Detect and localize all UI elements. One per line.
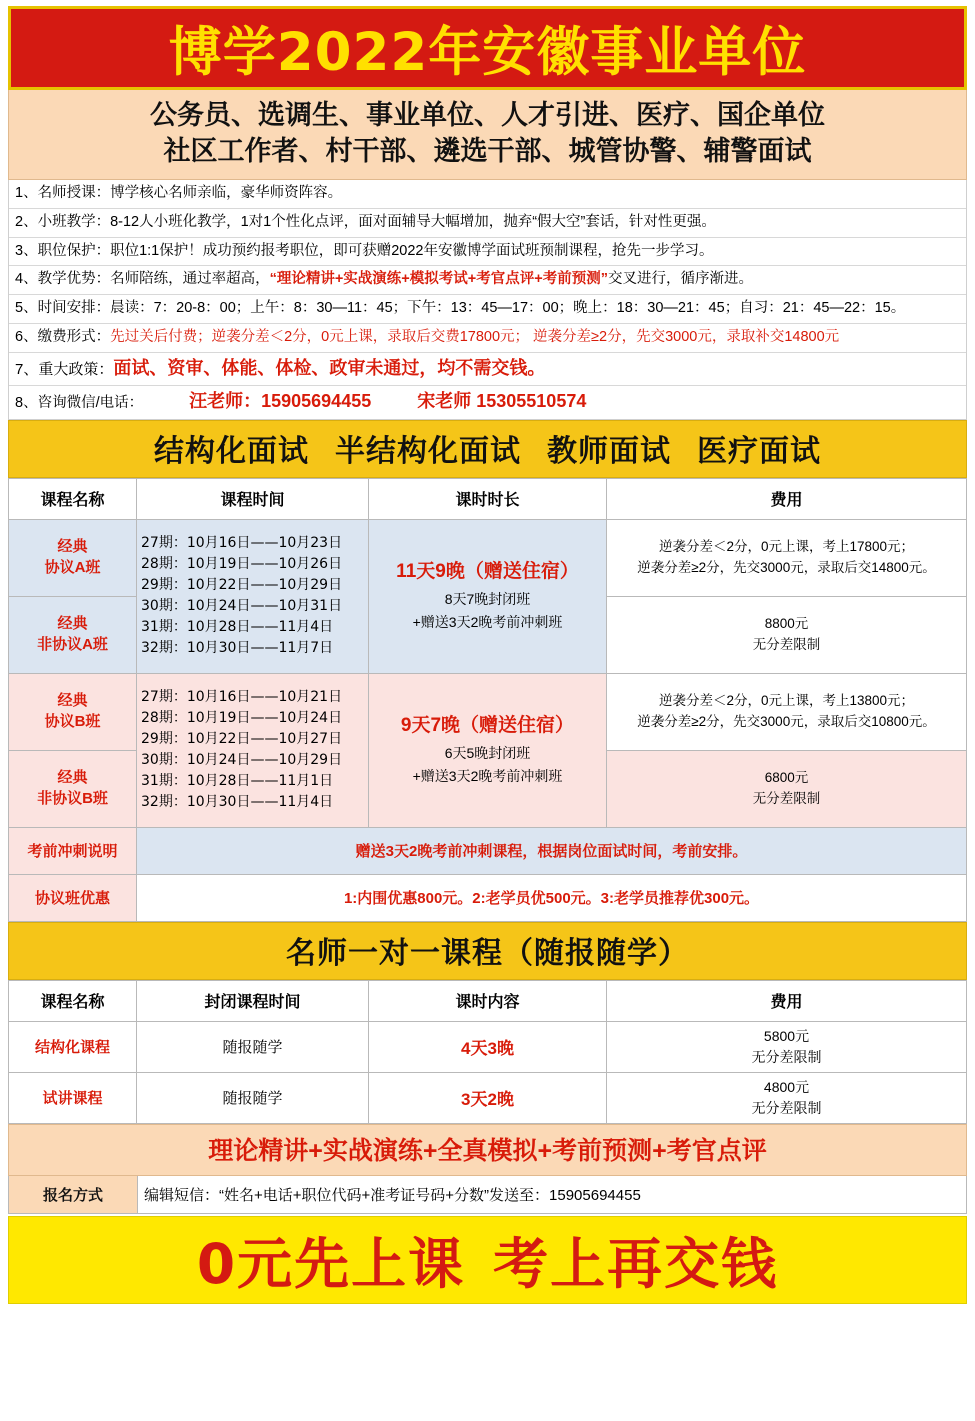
signup-instructions: 编辑短信：“姓名+电话+职位代码+准考证号码+分数”发送至：15905694455: [138, 1176, 966, 1213]
date-line: 27期：10月16日——10月21日: [141, 689, 343, 706]
column-header-time: 课程时间: [137, 478, 369, 519]
bullet-number: 5、: [15, 300, 38, 317]
column-header-duration: 课时时长: [369, 478, 607, 519]
course-name-line-1: 经典: [57, 615, 88, 633]
fee-line-2: 无分差限制: [751, 1048, 822, 1065]
teaching-method-text: 理论精讲+实战演练+全真模拟+考前预测+考官点评: [208, 1136, 767, 1165]
duration-line-1: 8天7晚封闭班: [444, 590, 531, 607]
list-item: [9, 266, 966, 295]
date-line: 30期：10月24日——10月29日: [141, 752, 343, 769]
page-title: 博学2022年安徽事业单位: [168, 22, 807, 83]
o2o-course-content: 4天3晚: [369, 1021, 607, 1072]
subtitle-line-1: 公务员、选调生、事业单位、人才引进、医疗、国企单位: [150, 100, 825, 130]
fee-line-2: 无分差限制: [752, 636, 821, 652]
column-header-fee: 费用: [607, 478, 967, 519]
o2o-course-content: 3天2晚: [369, 1072, 607, 1123]
footer-banner: [8, 1216, 967, 1304]
table-row: [9, 874, 967, 921]
column-header-name: 课程名称: [9, 980, 137, 1021]
fee-line-1: 逆袭分差＜2分，0元上课，考上17800元；: [658, 538, 915, 554]
o2o-course-time: 随报随学: [137, 1021, 369, 1072]
bullet-text-highlight: 面试、资审、体能、体检、政审未通过，均不需交钱。: [113, 357, 546, 378]
course-name-b-nonprotocol: [9, 750, 137, 827]
date-line: 31期：10月28日——11月1日: [141, 773, 334, 790]
course-fee-a-protocol: [607, 519, 967, 596]
list-item: [9, 238, 966, 267]
table-header-row: [9, 478, 967, 519]
bullet-text-post: 交叉进行，循序渐进。: [607, 271, 753, 288]
one-on-one-table: [8, 980, 967, 1124]
section-title-one-on-one: 名师一对一课程（随报随学）: [286, 936, 689, 970]
column-header-content: 课时内容: [369, 980, 607, 1021]
interview-type-2: 半结构化面试: [335, 434, 521, 468]
bullet-number: 7、: [15, 360, 39, 378]
table-row: [9, 1021, 967, 1072]
teaching-method-strip: [8, 1124, 967, 1176]
note-label-discount: 协议班优惠: [9, 874, 137, 921]
bullet-label: 教学优势：: [37, 271, 111, 288]
column-header-fee: 费用: [607, 980, 967, 1021]
bullet-label: 名师授课：: [37, 184, 111, 201]
course-name-line-1: 经典: [57, 769, 88, 787]
list-item: [9, 295, 966, 324]
date-line: 28期：10月19日——10月26日: [141, 556, 343, 573]
note-body-discount: 1:内围优惠800元。2:老学员优500元。3:老学员推荐优300元。: [137, 874, 967, 921]
fee-line-2: 无分差限制: [751, 1099, 822, 1116]
course-duration-b: [369, 673, 607, 827]
course-fee-b-nonprotocol: [607, 750, 967, 827]
course-dates-a: [137, 519, 369, 673]
course-name-line-2: 非协议A班: [37, 635, 108, 653]
interview-type-4: 医疗面试: [697, 434, 821, 468]
bullet-text-pre: 名师陪练，通过率超高，: [110, 271, 270, 288]
bullet-number: 6、: [15, 329, 38, 346]
course-fee-a-nonprotocol: [607, 596, 967, 673]
table-row: [9, 827, 967, 874]
footer-text-right: 考上再交钱: [493, 1232, 779, 1297]
bullet-text: 晨读：7：20-8：00；上午：8：30—11：45；下午：13：45—17：00；晚上：18：30—21：45；自习：21：45—22：15。: [110, 300, 906, 317]
date-line: 32期：10月30日——11月4日: [141, 794, 334, 811]
subtitle-block: [8, 90, 967, 180]
list-item: [9, 386, 966, 418]
date-line: 28期：10月19日——10月24日: [141, 710, 343, 727]
list-item: [9, 209, 966, 238]
section-bar-interview-types: [8, 420, 967, 478]
bullet-text: 博学核心名师亲临，豪华师资阵容。: [110, 184, 343, 201]
list-item: [9, 180, 966, 209]
subtitle-line-2: 社区工作者、村干部、遴选干部、城管协警、辅警面试: [163, 136, 812, 167]
bullet-number: 2、: [15, 213, 38, 230]
course-duration-a: [369, 519, 607, 673]
duration-title: 11天9晚（赠送住宿）: [396, 561, 579, 583]
date-line: 29期：10月22日——10月29日: [141, 577, 343, 594]
bullet-number: 4、: [15, 271, 38, 288]
bullet-label: 缴费形式：: [37, 329, 111, 346]
course-name-line-2: 协议A班: [44, 558, 101, 576]
contact-teacher-1[interactable]: 汪老师：15905694455: [189, 391, 372, 412]
list-item: [9, 324, 966, 353]
course-name-line-1: 经典: [57, 692, 88, 710]
table-row: [9, 1072, 967, 1123]
duration-line-2: +赠送3天2晚考前冲刺班: [412, 767, 563, 784]
interview-type-1: 结构化面试: [154, 434, 309, 468]
column-header-time: 封闭课程时间: [137, 980, 369, 1021]
fee-line-1: 5800元: [763, 1027, 810, 1044]
date-line: 32期：10月30日——11月7日: [141, 640, 334, 657]
note-label-sprint: 考前冲刺说明: [9, 827, 137, 874]
bullet-number: 8、: [15, 395, 38, 412]
o2o-course-time: 随报随学: [137, 1072, 369, 1123]
course-name-a-nonprotocol: [9, 596, 137, 673]
fee-line-1: 逆袭分差＜2分，0元上课，考上13800元；: [658, 692, 915, 708]
duration-title: 9天7晚（赠送住宿）: [400, 715, 575, 737]
features-list: [8, 180, 967, 420]
signup-row: [8, 1176, 967, 1214]
bullet-text: 职位1:1保护！成功预约报考职位，即可获赠2022年安徽博学面试班预制课程，抢先一步学习。: [110, 242, 714, 259]
bullet-label: 职位保护：: [37, 242, 111, 259]
bullet-label: 咨询微信/电话：: [37, 395, 144, 412]
date-line: 27期：10月16日——10月23日: [141, 535, 343, 552]
course-name-b-protocol: [9, 673, 137, 750]
course-name-line-2: 协议B班: [44, 712, 101, 730]
o2o-course-fee: [607, 1072, 967, 1123]
fee-line-2: 逆袭分差≥2分，先交3000元，录取后交14800元。: [637, 559, 936, 575]
fee-line-2: 逆袭分差≥2分，先交3000元，录取后交10800元。: [637, 713, 936, 729]
course-table: [8, 478, 967, 922]
footer-text-left: 0元先上课: [196, 1232, 466, 1297]
bullet-label: 时间安排：: [37, 300, 111, 317]
fee-line-1: 8800元: [764, 615, 809, 631]
fee-line-2: 无分差限制: [752, 790, 821, 806]
o2o-course-name: 结构化课程: [9, 1021, 137, 1072]
column-header-name: 课程名称: [9, 478, 137, 519]
fee-line-1: 6800元: [764, 769, 809, 785]
bullet-text-highlight: “理论精讲+实战演练+模拟考试+考官点评+考前预测”: [269, 271, 608, 288]
date-line: 31期：10月28日——11月4日: [141, 619, 334, 636]
o2o-course-name: 试讲课程: [9, 1072, 137, 1123]
signup-label: 报名方式: [9, 1176, 138, 1213]
duration-line-2: +赠送3天2晚考前冲刺班: [412, 613, 563, 630]
duration-line-1: 6天5晚封闭班: [444, 744, 531, 761]
table-header-row: [9, 980, 967, 1021]
bullet-number: 1、: [15, 184, 38, 201]
course-name-line-1: 经典: [57, 538, 88, 556]
bullet-text: 8-12人小班化教学，1对1个性化点评，面对面辅导大幅增加，抛弃“假大空”套话，针对性更强。: [110, 213, 716, 230]
course-dates-b: [137, 673, 369, 827]
list-item: [9, 353, 966, 386]
fee-line-1: 4800元: [763, 1078, 810, 1095]
note-body-sprint: 赠送3天2晚考前冲刺课程，根据岗位面试时间，考前安排。: [137, 827, 967, 874]
course-name-line-2: 非协议B班: [37, 789, 108, 807]
o2o-course-fee: [607, 1021, 967, 1072]
interview-type-3: 教师面试: [547, 434, 671, 468]
date-line: 30期：10月24日——10月31日: [141, 598, 343, 615]
bullet-label: 小班教学：: [37, 213, 111, 230]
bullet-number: 3、: [15, 242, 38, 259]
date-line: 29期：10月22日——10月27日: [141, 731, 343, 748]
bullet-label: 重大政策：: [38, 360, 114, 378]
contact-teacher-2[interactable]: 宋老师 15305510574: [417, 391, 587, 412]
table-row: [9, 673, 967, 750]
course-name-a-protocol: [9, 519, 137, 596]
section-bar-one-on-one: [8, 922, 967, 980]
bullet-text-highlight: 先过关后付费；逆袭分差＜2分，0元上课，录取后交费17800元； 逆袭分差≥2分，先交3000元，录取补交14800元: [110, 329, 840, 346]
course-fee-b-protocol: [607, 673, 967, 750]
table-row: [9, 519, 967, 596]
header-banner: [8, 6, 967, 90]
